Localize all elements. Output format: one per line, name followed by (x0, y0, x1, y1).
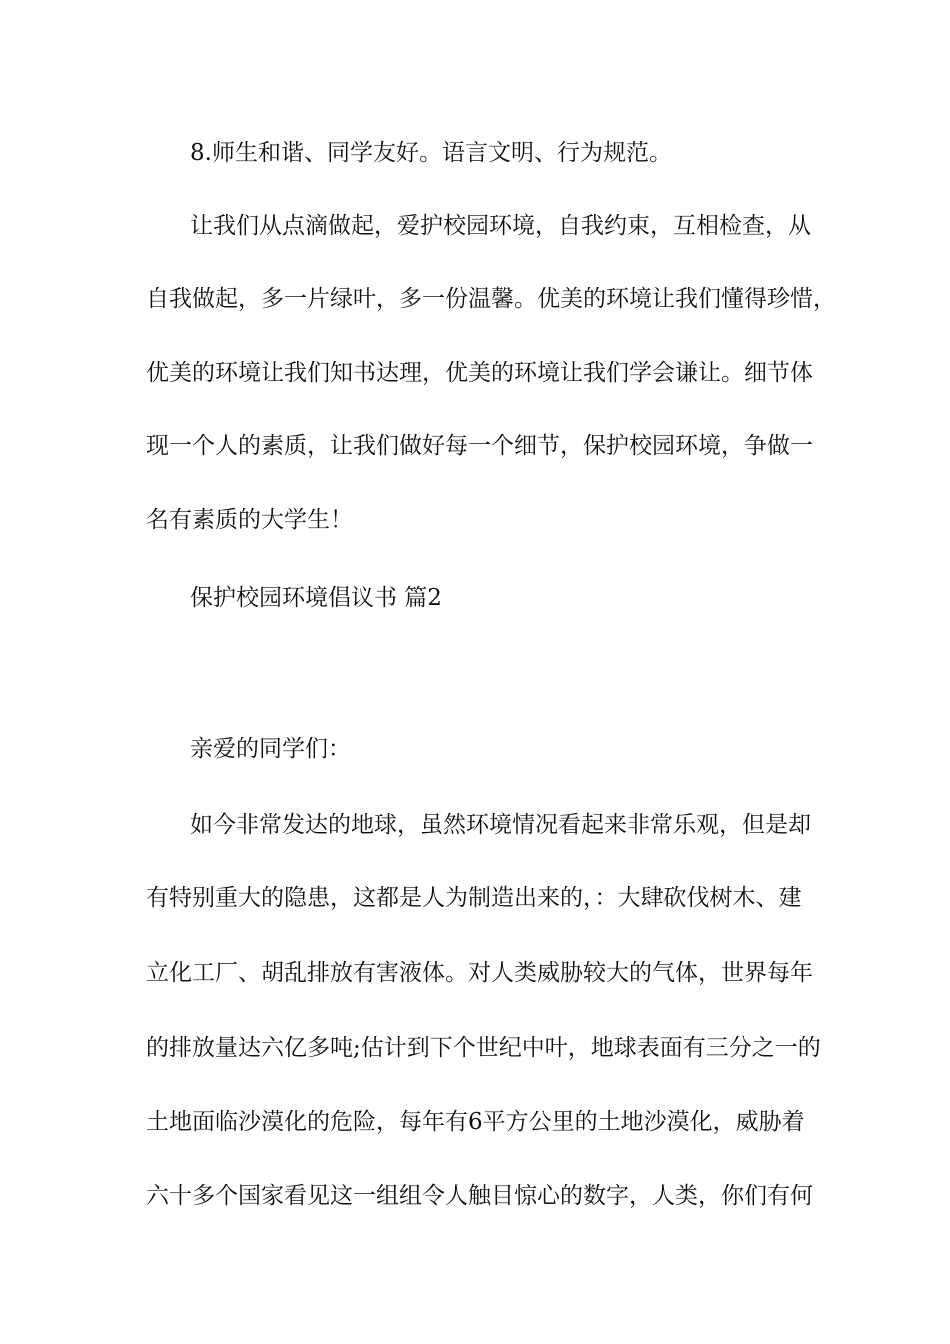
paragraph-line: 自我做起，多一片绿叶，多一份温馨。优美的环境让我们懂得珍惜， (146, 286, 836, 312)
paragraph-line: 名有素质的大学生！ (146, 507, 353, 533)
rule-item-8: 8.师生和谐、同学友好。语言文明、行为规范。 (190, 140, 672, 166)
paragraph-line: 立化工厂、胡乱排放有害液体。对人类威胁较大的气体，世界每年 (146, 960, 813, 986)
paragraph-line: 六十多个国家看见这一组组令人触目惊心的数字，人类，你们有何 (146, 1183, 813, 1209)
paragraph-line: 有特别重大的隐患，这都是人为制造出来的，：大肆砍伐树木、建 (146, 885, 802, 911)
paragraph-line: 现一个人的素质，让我们做好每一个细节，保护校园环境，争做一 (146, 433, 813, 459)
paragraph-line: 让我们从点滴做起，爱护校园环境，自我约束，互相检查，从 (190, 213, 811, 239)
paragraph-line: 土地面临沙漠化的危险，每年有6平方公里的土地沙漠化，威胁着 (146, 1109, 805, 1135)
paragraph-line: 优美的环境让我们知书达理，优美的环境让我们学会谦让。细节体 (146, 360, 813, 386)
paragraph-line: 的排放量达六亿多吨;估计到下个世纪中叶，地球表面有三分之一的 (146, 1035, 821, 1061)
section-heading: 保护校园环境倡议书 篇2 (190, 585, 442, 611)
paragraph-line: 如今非常发达的地球，虽然环境情况看起来非常乐观，但是却 (190, 812, 811, 838)
salutation: 亲爱的同学们： (190, 736, 351, 762)
